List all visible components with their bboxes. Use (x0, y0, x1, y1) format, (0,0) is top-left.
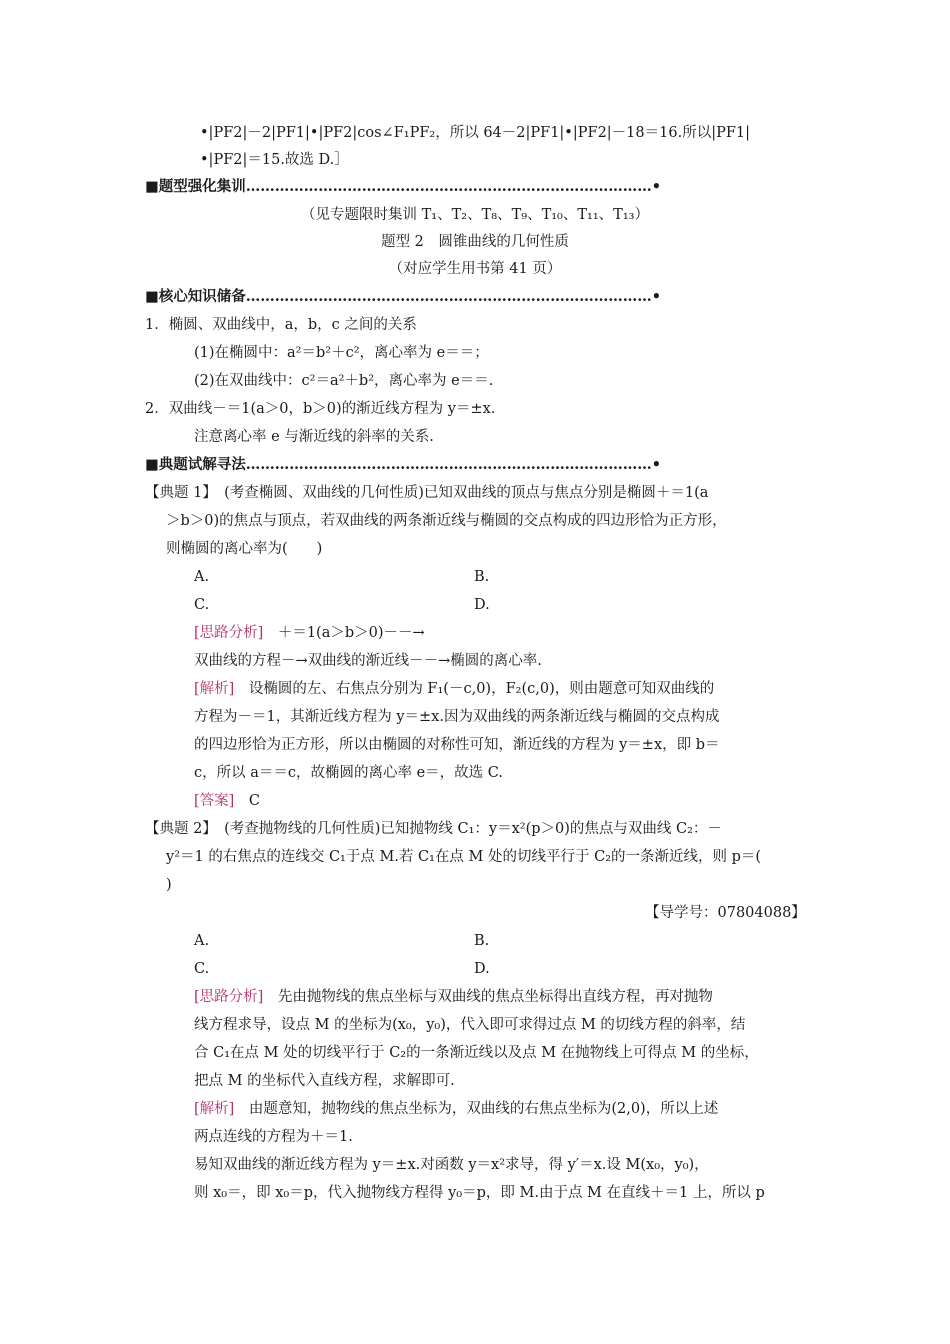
text-line: 双曲线的方程－→双曲线的渐近线－－→椭圆的离心率. (194, 653, 542, 669)
analysis-text: 先由抛物线的焦点坐标与双曲线的焦点坐标得出直线方程，再对抛物 (277, 989, 713, 1005)
problem-header: 【典题 1】 (考查椭圆、双曲线的几何性质)已知双曲线的顶点与焦点分别是椭圆＋＝1(a (145, 485, 709, 501)
guide-number: 【导学号：07804088】 (645, 905, 806, 921)
text-line: (1)在椭圆中：a²＝b²＋c²，离心率为 e＝＝； (194, 345, 489, 361)
text-line: 方程为－＝1，其渐近线方程为 y＝±x.因为双曲线的两条渐近线与椭圆的交点构成 (194, 709, 720, 725)
option-c: C. (194, 961, 210, 977)
option-d: D. (474, 961, 490, 977)
text-line: 则 x₀＝，即 x₀＝p，代入抛物线方程得 y₀＝p，即 M.由于点 M 在直线＋＝1 上，所以 p (194, 1185, 765, 1201)
text-line: （对应学生用书第 41 页） (388, 261, 562, 277)
solution-tag: [解析] (194, 681, 235, 697)
option-b: B. (474, 569, 490, 585)
solution-tag: [解析] (194, 1101, 235, 1117)
text-line: •|PF2|－2|PF1|•|PF2|cos∠F₁PF₂，所以 64－2|PF1|•|PF2|－18＝16.所以|PF1| (200, 125, 751, 141)
text-line: 2．双曲线－＝1(a＞0，b＞0)的渐近线方程为 y＝±x. (145, 401, 496, 417)
text-line: •|PF2|＝15.故选 D.］ (200, 152, 349, 168)
text-line: ) (166, 877, 172, 893)
text-line: y²＝1 的右焦点的连线交 C₁于点 M.若 C₁在点 M 处的切线平行于 C₂的一条渐近线，则 p＝( (166, 849, 762, 865)
text-line: 线方程求导，设点 M 的坐标为(x₀，y₀)，代入即可求得过点 M 的切线方程的斜率，结 (194, 1017, 746, 1033)
text-line: 注意离心率 e 与渐近线的斜率的关系. (194, 429, 434, 445)
text-line: 把点 M 的坐标代入直线方程，求解即可. (194, 1073, 455, 1089)
answer-text: C (248, 793, 260, 809)
text-line: 合 C₁在点 M 处的切线平行于 C₂的一条渐近线以及点 M 在抛物线上可得点 M 的坐标， (194, 1045, 759, 1061)
solution-line (194, 1099, 718, 1119)
solution-line (194, 679, 714, 699)
section-header: ■典题试解寻法…………………………………………………………………………• (145, 456, 661, 473)
option-a: A. (194, 569, 210, 585)
text-line: ＞b＞0)的焦点与顶点，若双曲线的两条渐近线与椭圆的交点构成的四边形恰为正方形， (166, 513, 727, 529)
subsection-title: 题型 2 圆锥曲线的几何性质 (381, 234, 569, 250)
analysis-text: ＋＝1(a＞b＞0)－－→ (277, 625, 425, 641)
analysis-line (194, 623, 425, 643)
section-header: ■题型强化集训…………………………………………………………………………• (145, 178, 661, 195)
text-line: 的四边形恰为正方形，所以由椭圆的对称性可知，渐近线的方程为 y＝±x，即 b＝ (194, 737, 720, 753)
option-a: A. (194, 933, 210, 949)
option-b: B. (474, 933, 490, 949)
solution-text: 设椭圆的左、右焦点分别为 F₁(－c,0)，F₂(c,0)，则由题意可知双曲线的 (248, 681, 715, 697)
text-line: 易知双曲线的渐近线方程为 y＝±x.对函数 y＝x²求导，得 y′＝x.设 M(x₀，y₀)， (194, 1157, 709, 1173)
section-header: ■核心知识储备…………………………………………………………………………• (145, 288, 661, 305)
text-line: 两点连线的方程为＋＝1. (194, 1129, 353, 1145)
analysis-tag: [思路分析] (194, 625, 264, 641)
text-line: （见专题限时集训 T₁、T₂、T₈、T₉、T₁₀、T₁₁、T₁₃） (301, 207, 649, 223)
answer-tag: [答案] (194, 793, 235, 809)
solution-text: 由题意知，抛物线的焦点坐标为，双曲线的右焦点坐标为(2,0)，所以上述 (248, 1101, 719, 1117)
option-d: D. (474, 597, 490, 613)
problem-header: 【典题 2】 (考查抛物线的几何性质)已知抛物线 C₁：y＝x²(p＞0)的焦点与双曲线 C₂：－ (145, 821, 722, 837)
text-line: (2)在双曲线中：c²＝a²＋b²，离心率为 e＝＝. (194, 373, 494, 389)
answer-line (194, 791, 260, 811)
option-c: C. (194, 597, 210, 613)
text-line: c，所以 a＝＝c，故椭圆的离心率 e＝，故选 C. (194, 765, 503, 781)
analysis-line (194, 987, 713, 1007)
text-line: 1．椭圆、双曲线中，a，b，c 之间的关系 (145, 317, 417, 333)
analysis-tag: [思路分析] (194, 989, 264, 1005)
text-line: 则椭圆的离心率为( ) (166, 541, 323, 557)
